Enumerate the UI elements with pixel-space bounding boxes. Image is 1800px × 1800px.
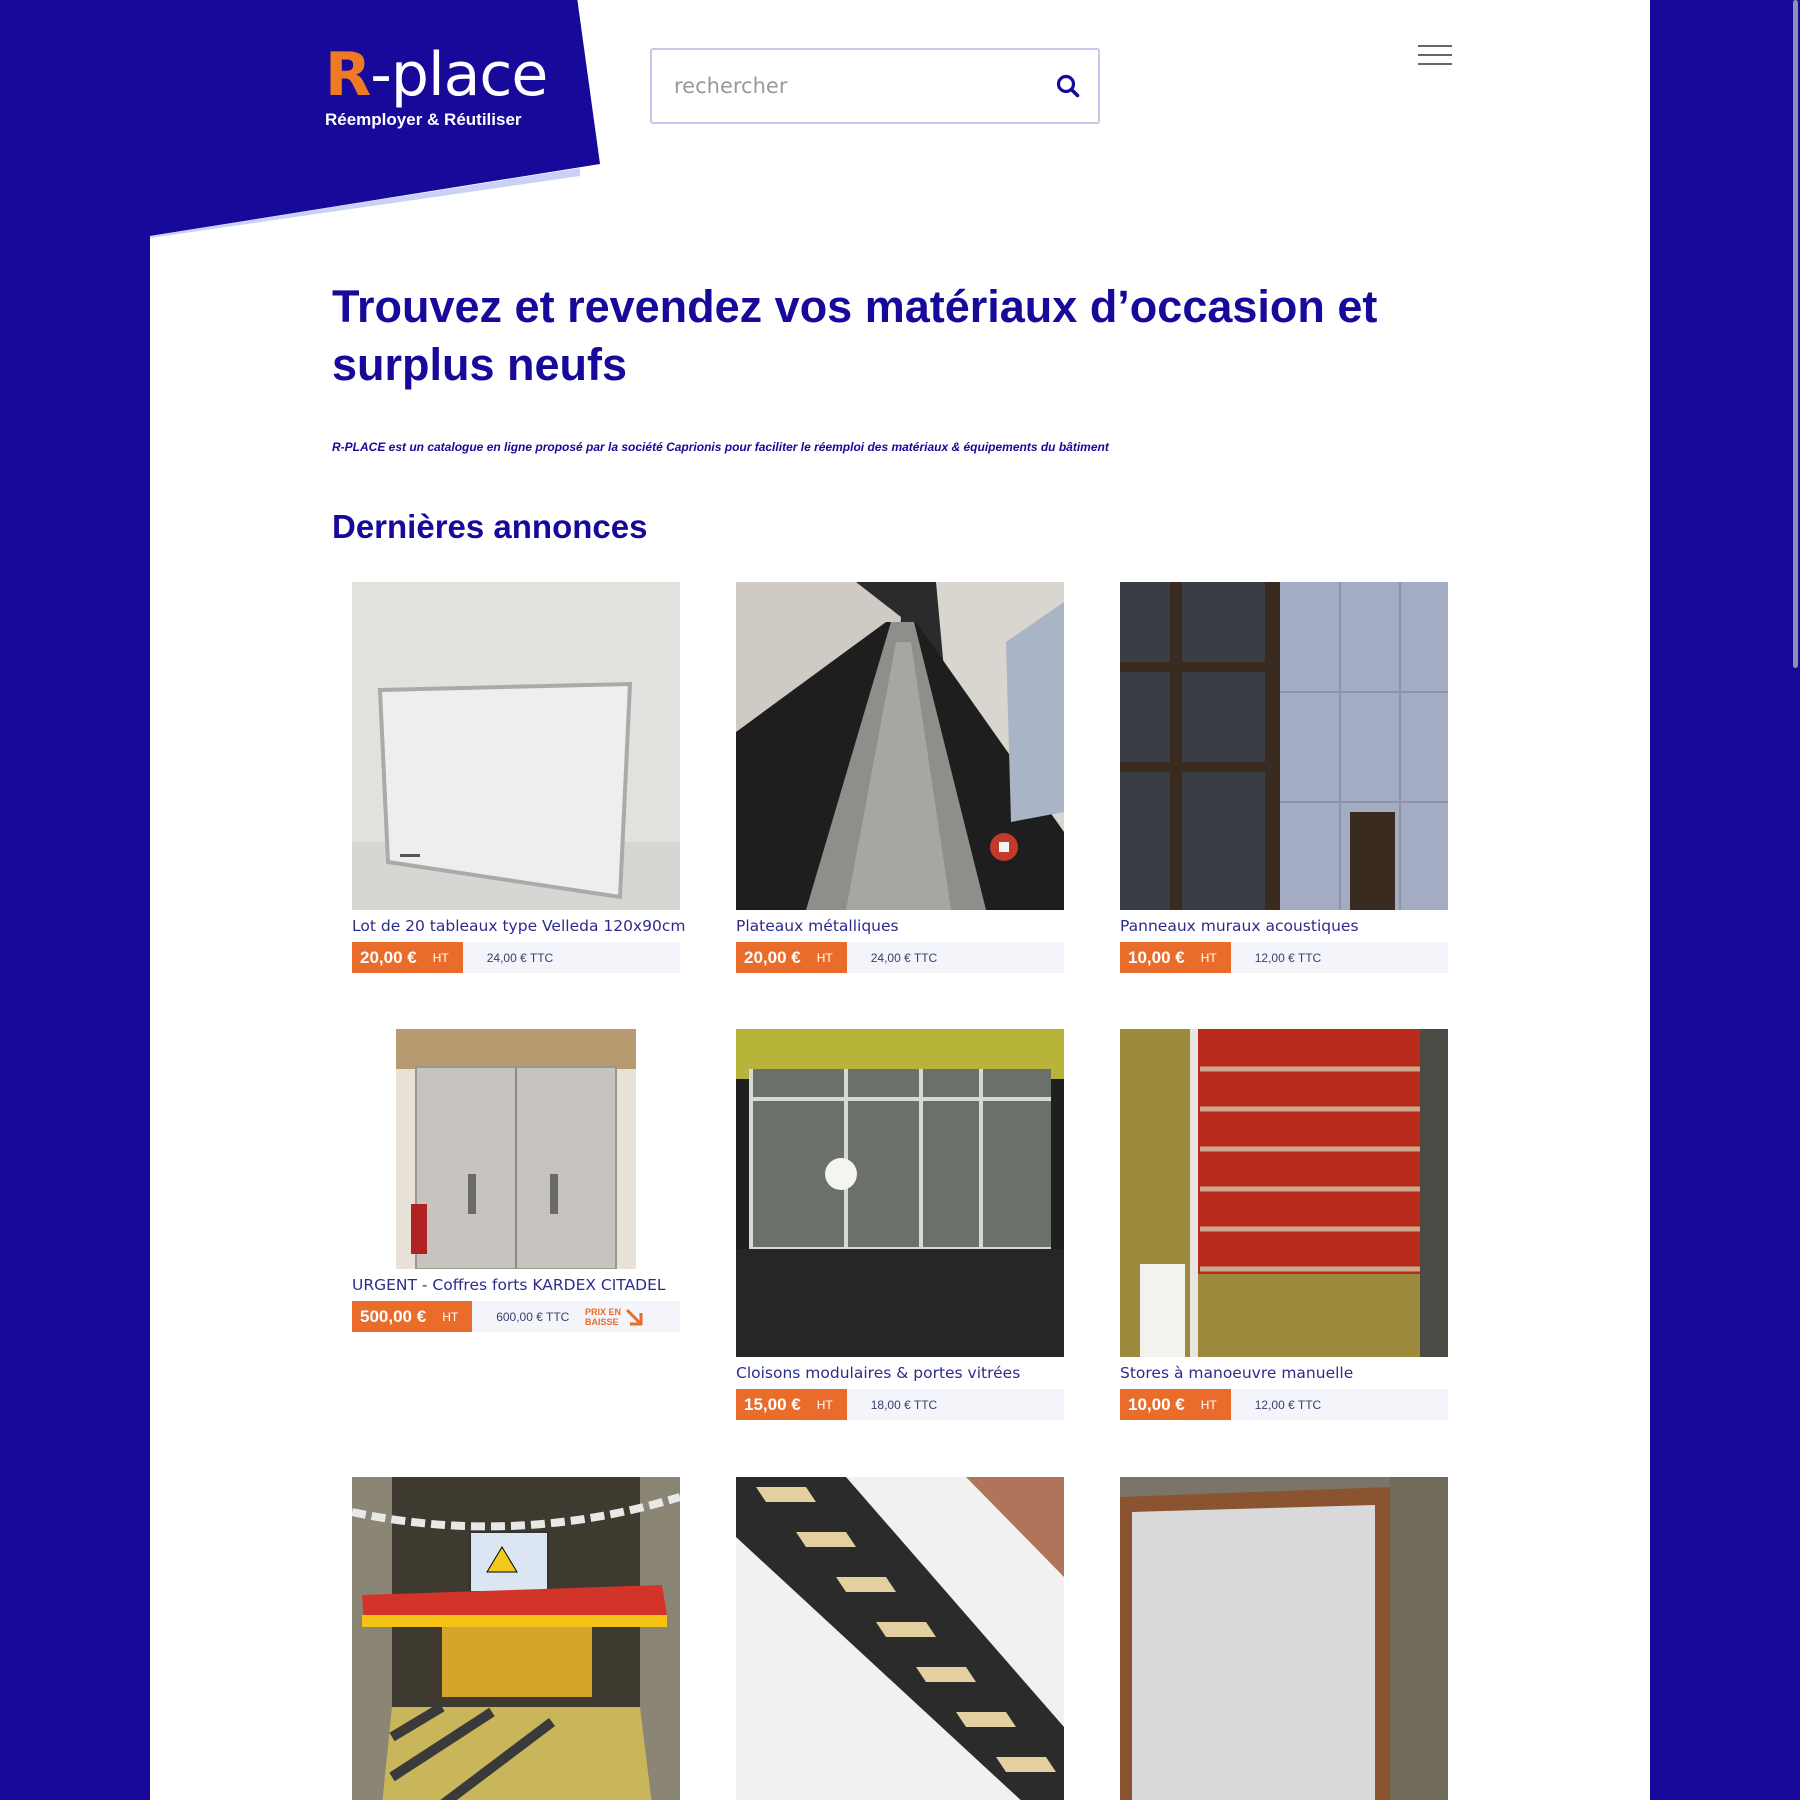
listing-photo[interactable] <box>352 1477 680 1800</box>
listing-title[interactable]: Panneaux muraux acoustiques <box>1120 917 1359 935</box>
price-ttc: 18,00 € TTC <box>870 1397 938 1412</box>
listing-card[interactable] <box>1120 582 1448 973</box>
price-ht: 20,00 € HT <box>736 942 847 973</box>
price-row <box>1120 1389 1448 1420</box>
listing-title[interactable]: Stores à manoeuvre manuelle <box>1120 1364 1354 1382</box>
section-title: Dernières annonces <box>332 508 648 545</box>
listing-title[interactable]: Plateaux métalliques <box>736 917 899 935</box>
search-input[interactable] <box>652 50 1038 122</box>
logo-subtitle: Réemployer & Réutiliser <box>325 110 522 129</box>
price-ttc: 24,00 € TTC <box>870 950 938 965</box>
listing-card[interactable] <box>352 582 686 973</box>
listing-title[interactable]: Lot de 20 tableaux type Velleda 120x90cm <box>352 917 686 935</box>
price-ht: 10,00 € HT <box>1120 1389 1231 1420</box>
listing-title[interactable]: Cloisons modulaires & portes vitrées <box>736 1364 1021 1382</box>
listing-photo[interactable] <box>736 582 1064 910</box>
price-ttc: 12,00 € TTC <box>1254 950 1322 965</box>
listing-photo[interactable] <box>1120 1029 1448 1357</box>
logo-wordmark: -place <box>370 40 548 110</box>
listing-photo[interactable] <box>352 582 680 910</box>
price-ttc: 24,00 € TTC <box>486 950 554 965</box>
hamburger-menu-icon[interactable] <box>1418 45 1452 67</box>
listing-card[interactable] <box>1120 1029 1448 1420</box>
price-ht: 20,00 € HT <box>352 942 463 973</box>
listing-card[interactable] <box>1120 1477 1448 1800</box>
price-ttc: 12,00 € TTC <box>1254 1397 1322 1412</box>
listing-photo[interactable] <box>736 1477 1064 1800</box>
listing-card[interactable] <box>352 1029 680 1332</box>
listing-photo[interactable] <box>1120 582 1448 910</box>
price-ht: 10,00 € HT <box>1120 942 1231 973</box>
listing-card[interactable] <box>736 582 1064 973</box>
listing-card[interactable] <box>352 1477 680 1800</box>
tagline: R-PLACE est un catalogue en ligne proposé par la société Caprionis pour faciliter le réemploi des matériaux & équipements du bâtiment <box>332 440 1109 454</box>
logo-r: R <box>325 40 371 110</box>
search-button[interactable] <box>1038 50 1098 122</box>
arrow-down-right-icon <box>624 1307 644 1327</box>
search-bar <box>650 48 1100 124</box>
scrollbar[interactable] <box>1792 0 1800 1800</box>
price-row <box>352 1301 680 1332</box>
price-row <box>736 942 1064 973</box>
price-ht: 15,00 € HT <box>736 1389 847 1420</box>
listing-photo[interactable] <box>352 1029 680 1269</box>
listing-card[interactable] <box>736 1477 1064 1800</box>
listing-photo[interactable] <box>736 1029 1064 1357</box>
price-row <box>352 942 680 973</box>
price-ht: 500,00 € HT <box>352 1301 472 1332</box>
price-row <box>1120 942 1448 973</box>
listing-card[interactable] <box>736 1029 1064 1420</box>
price-ttc: 600,00 € TTC <box>496 1309 570 1324</box>
search-icon <box>1055 73 1081 99</box>
page-title: Trouvez et revendez vos matériaux d’occasion et surplus neufs <box>332 281 1378 390</box>
listing-photo[interactable] <box>1120 1477 1448 1800</box>
logo[interactable] <box>325 42 547 130</box>
price-drop-badge: PRIX EN BAISSE <box>585 1301 644 1332</box>
price-row <box>736 1389 1064 1420</box>
page <box>150 0 1650 1800</box>
listing-title[interactable]: URGENT - Coffres forts KARDEX CITADEL <box>352 1276 666 1294</box>
scrollbar-thumb[interactable] <box>1793 0 1798 668</box>
